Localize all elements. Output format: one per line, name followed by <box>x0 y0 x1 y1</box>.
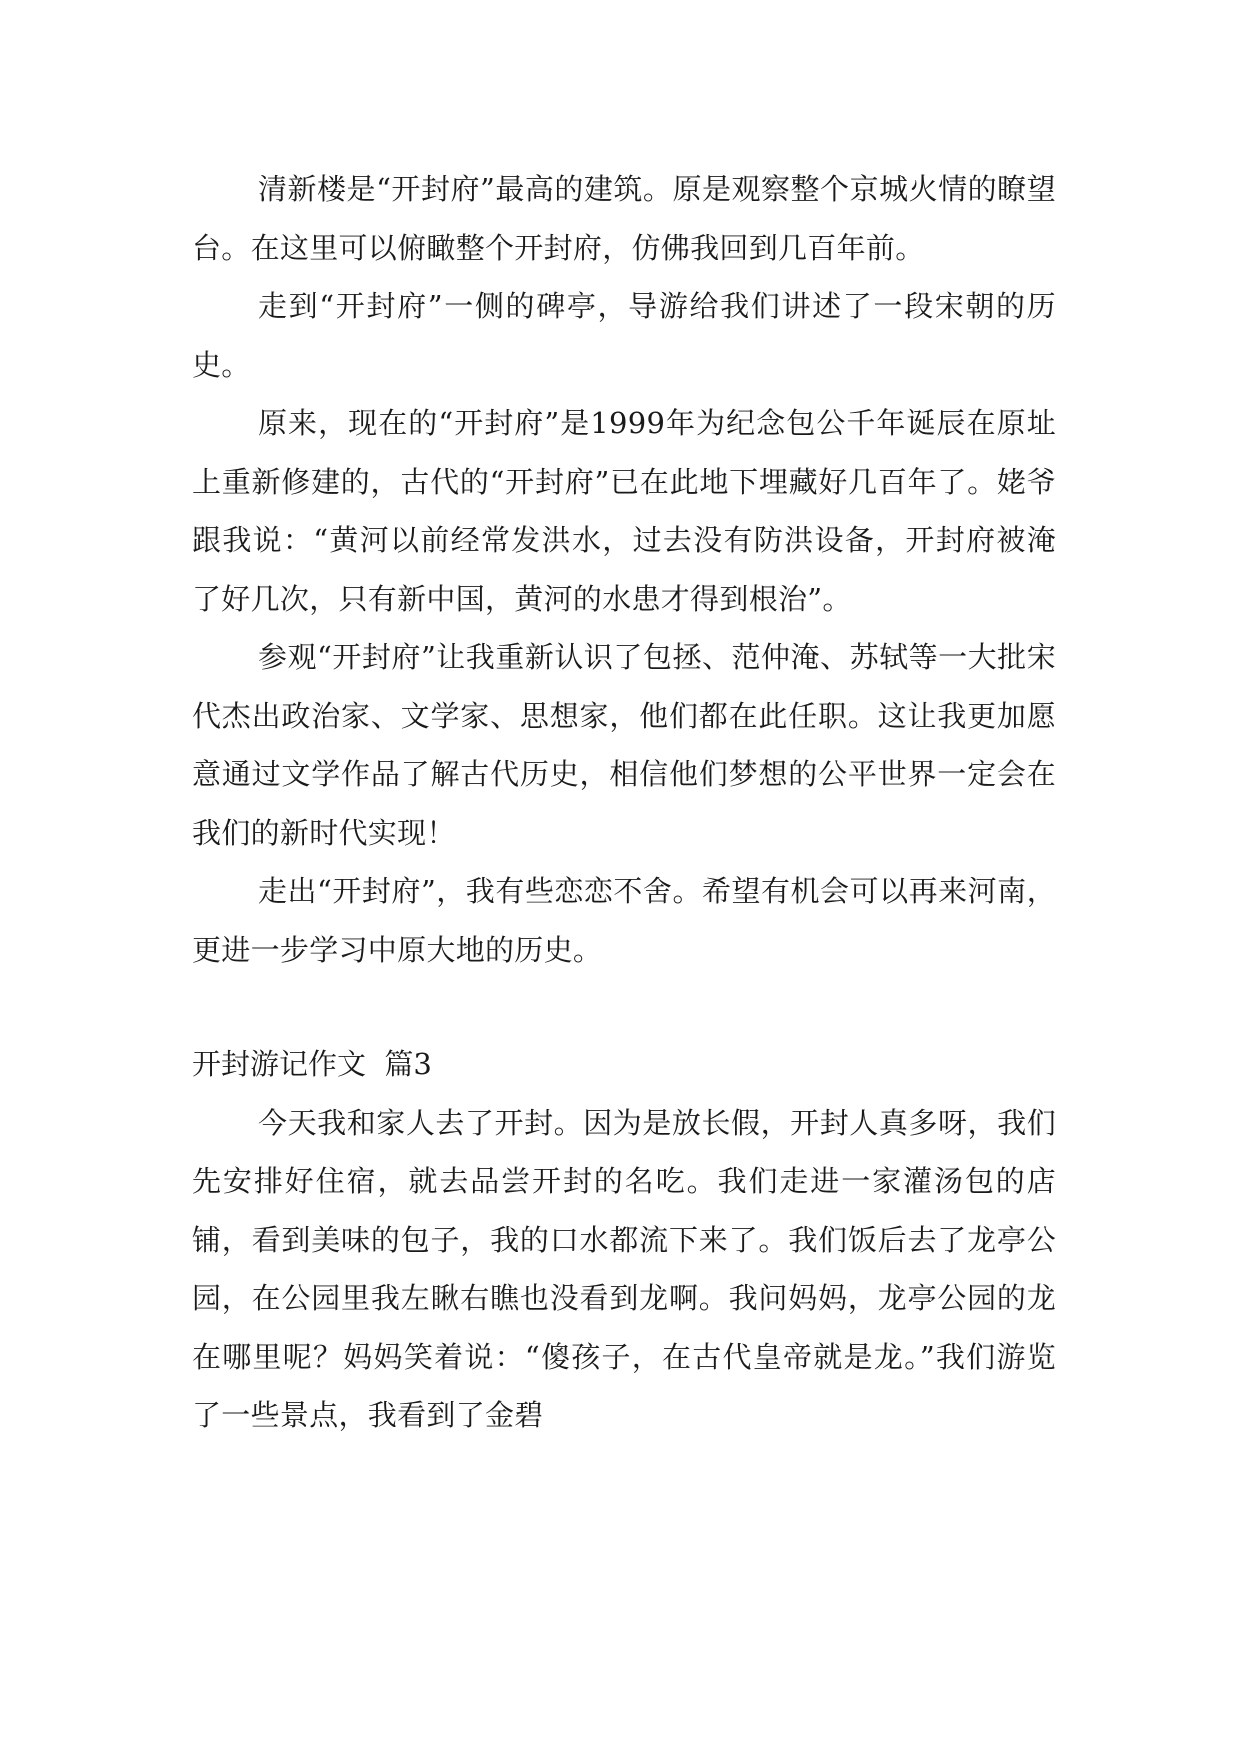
paragraph: 参观“开封府”让我重新认识了包拯、范仲淹、苏轼等一大批宋代杰出政治家、文学家、思想家，他们都在此任职。这让我更加愿意通过文学作品了解古代历史，相信他们梦想的公平世界一定会在我们的新时代实现！ <box>192 640 1056 850</box>
document-page <box>192 160 1056 1445</box>
paragraph: 走到“开封府”一侧的碑亭，导游给我们讲述了一段宋朝的历史。 <box>192 289 1056 382</box>
paragraph: 清新楼是“开封府”最高的建筑。原是观察整个京城火情的瞭望台。在这里可以俯瞰整个开封府，仿佛我回到几百年前。 <box>192 172 1056 265</box>
paragraph: 走出“开封府”，我有些恋恋不舍。希望有机会可以再来河南，更进一步学习中原大地的历史。 <box>192 874 1056 967</box>
paragraph: 今天我和家人去了开封。因为是放长假，开封人真多呀，我们先安排好住宿，就去品尝开封的名吃。我们走进一家灌汤包的店铺，看到美味的包子，我的口水都流下来了。我们饭后去了龙亭公园，在公园里我左瞅右瞧也没看到龙啊。我问妈妈，龙亭公园的龙在哪里呢？妈妈笑着说：“傻孩子，在古代皇帝就是龙。”我们游览了一些景点，我看到了金碧 <box>192 1105 1056 1432</box>
section-title: 开封游记作文 篇3 <box>192 1047 432 1081</box>
paragraph: 原来，现在的“开封府”是1999年为纪念包公千年诞辰在原址上重新修建的，古代的“开封府”已在此地下埋藏好几百年了。姥爷跟我说：“黄河以前经常发洪水，过去没有防洪设备，开封府被淹了好几次，只有新中国，黄河的水患才得到根治”。 <box>192 406 1056 616</box>
